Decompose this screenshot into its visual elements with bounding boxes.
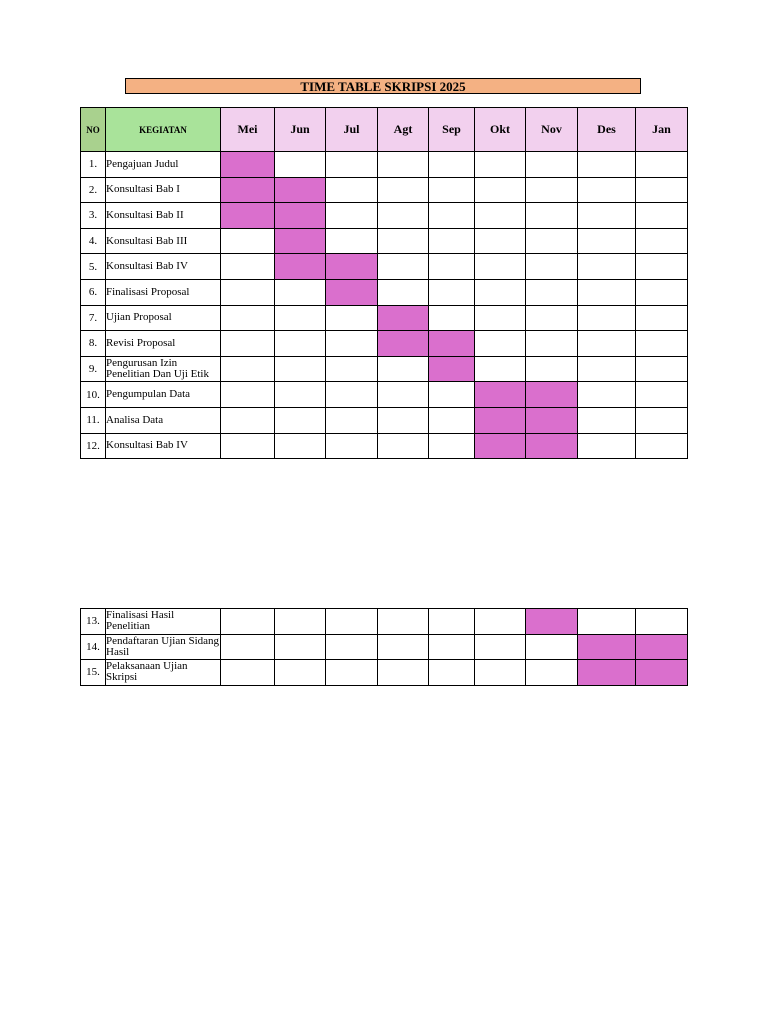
empty-cell-jan [636,203,688,229]
table-row [81,634,688,660]
empty-cell-mei [221,634,275,660]
scheduled-cell-agt [378,305,429,331]
scheduled-cell-mei [221,177,275,203]
empty-cell-des [578,433,636,459]
empty-cell-des [578,382,636,408]
empty-cell-jun [275,634,326,660]
activity-name: Konsultasi Bab III [106,228,221,254]
empty-cell-sep [429,609,475,635]
row-number: 6. [81,279,106,305]
table-row [81,660,688,686]
empty-cell-nov [526,331,578,357]
empty-cell-mei [221,305,275,331]
empty-cell-nov [526,634,578,660]
scheduled-cell-nov [526,609,578,635]
scheduled-cell-jun [275,228,326,254]
table-row [81,228,688,254]
empty-cell-agt [378,279,429,305]
empty-cell-jun [275,152,326,178]
row-number: 13. [81,609,106,635]
table-row [81,305,688,331]
table-row [81,331,688,357]
table-row [81,279,688,305]
row-number: 9. [81,356,106,382]
scheduled-cell-des [578,634,636,660]
scheduled-cell-okt [475,382,526,408]
table-row [81,203,688,229]
scheduled-cell-nov [526,382,578,408]
empty-cell-mei [221,609,275,635]
empty-cell-okt [475,279,526,305]
empty-cell-des [578,152,636,178]
activity-name: Analisa Data [106,407,221,433]
empty-cell-des [578,356,636,382]
scheduled-cell-jul [326,279,378,305]
empty-cell-jan [636,356,688,382]
empty-cell-jan [636,228,688,254]
empty-cell-agt [378,177,429,203]
empty-cell-jun [275,331,326,357]
empty-cell-jul [326,433,378,459]
empty-cell-des [578,331,636,357]
empty-cell-agt [378,609,429,635]
empty-cell-jul [326,634,378,660]
activity-name: Konsultasi Bab IV [106,433,221,459]
empty-cell-jul [326,203,378,229]
empty-cell-sep [429,660,475,686]
table-row [81,254,688,280]
scheduled-cell-sep [429,331,475,357]
table-header-row [81,108,688,152]
empty-cell-sep [429,152,475,178]
empty-cell-jan [636,279,688,305]
empty-cell-sep [429,279,475,305]
header-kegiatan: KEGIATAN [106,108,221,152]
empty-cell-okt [475,660,526,686]
empty-cell-jan [636,609,688,635]
empty-cell-jan [636,254,688,280]
row-number: 11. [81,407,106,433]
header-month-nov: Nov [526,108,578,152]
row-number: 15. [81,660,106,686]
empty-cell-jun [275,356,326,382]
empty-cell-des [578,203,636,229]
activity-name: Konsultasi Bab II [106,203,221,229]
empty-cell-agt [378,660,429,686]
activity-name: Pengurusan Izin Penelitian Dan Uji Etik [106,356,221,382]
header-month-okt: Okt [475,108,526,152]
empty-cell-agt [378,634,429,660]
empty-cell-sep [429,407,475,433]
empty-cell-des [578,177,636,203]
empty-cell-sep [429,228,475,254]
empty-cell-jul [326,305,378,331]
empty-cell-agt [378,203,429,229]
empty-cell-sep [429,254,475,280]
empty-cell-mei [221,279,275,305]
scheduled-cell-okt [475,407,526,433]
header-month-agt: Agt [378,108,429,152]
scheduled-cell-jan [636,634,688,660]
header-month-sep: Sep [429,108,475,152]
empty-cell-agt [378,382,429,408]
empty-cell-sep [429,177,475,203]
scheduled-cell-jun [275,203,326,229]
table-row [81,356,688,382]
scheduled-cell-mei [221,203,275,229]
activity-name: Pelaksanaan Ujian Skripsi [106,660,221,686]
empty-cell-agt [378,407,429,433]
scheduled-cell-okt [475,433,526,459]
empty-cell-jul [326,331,378,357]
empty-cell-nov [526,203,578,229]
empty-cell-okt [475,634,526,660]
empty-cell-jul [326,152,378,178]
row-number: 7. [81,305,106,331]
activity-name: Revisi Proposal [106,331,221,357]
empty-cell-okt [475,152,526,178]
empty-cell-okt [475,203,526,229]
empty-cell-okt [475,228,526,254]
row-number: 8. [81,331,106,357]
scheduled-cell-mei [221,152,275,178]
scheduled-cell-nov [526,407,578,433]
empty-cell-nov [526,228,578,254]
schedule-table-continued [80,608,688,686]
empty-cell-nov [526,356,578,382]
activity-name: Konsultasi Bab IV [106,254,221,280]
empty-cell-nov [526,254,578,280]
scheduled-cell-jun [275,177,326,203]
table-row [81,177,688,203]
scheduled-cell-jan [636,660,688,686]
scheduled-cell-nov [526,433,578,459]
empty-cell-agt [378,228,429,254]
empty-cell-jul [326,177,378,203]
empty-cell-nov [526,660,578,686]
scheduled-cell-sep [429,356,475,382]
header-month-des: Des [578,108,636,152]
table-row [81,152,688,178]
empty-cell-jan [636,433,688,459]
header-month-jul: Jul [326,108,378,152]
empty-cell-sep [429,382,475,408]
row-number: 5. [81,254,106,280]
scheduled-cell-jun [275,254,326,280]
empty-cell-agt [378,356,429,382]
table-row [81,433,688,459]
header-month-mei: Mei [221,108,275,152]
empty-cell-okt [475,305,526,331]
header-no: NO [81,108,106,152]
empty-cell-jun [275,609,326,635]
empty-cell-des [578,228,636,254]
empty-cell-des [578,407,636,433]
empty-cell-sep [429,203,475,229]
empty-cell-jan [636,382,688,408]
empty-cell-sep [429,305,475,331]
empty-cell-jan [636,331,688,357]
header-month-jun: Jun [275,108,326,152]
empty-cell-okt [475,254,526,280]
empty-cell-mei [221,660,275,686]
empty-cell-des [578,279,636,305]
empty-cell-sep [429,634,475,660]
empty-cell-jun [275,660,326,686]
empty-cell-nov [526,279,578,305]
empty-cell-agt [378,152,429,178]
empty-cell-agt [378,254,429,280]
empty-cell-jul [326,356,378,382]
table-row [81,609,688,635]
row-number: 2. [81,177,106,203]
empty-cell-okt [475,331,526,357]
empty-cell-jan [636,407,688,433]
empty-cell-jul [326,609,378,635]
empty-cell-jul [326,407,378,433]
empty-cell-mei [221,331,275,357]
row-number: 14. [81,634,106,660]
empty-cell-jun [275,433,326,459]
empty-cell-okt [475,356,526,382]
empty-cell-sep [429,433,475,459]
empty-cell-mei [221,433,275,459]
empty-cell-des [578,254,636,280]
empty-cell-jun [275,305,326,331]
row-number: 12. [81,433,106,459]
empty-cell-jun [275,382,326,408]
activity-name: Pengajuan Judul [106,152,221,178]
row-number: 1. [81,152,106,178]
row-number: 4. [81,228,106,254]
empty-cell-agt [378,433,429,459]
empty-cell-nov [526,305,578,331]
scheduled-cell-jul [326,254,378,280]
empty-cell-jan [636,305,688,331]
empty-cell-nov [526,152,578,178]
empty-cell-jul [326,382,378,408]
table-row [81,407,688,433]
empty-cell-mei [221,382,275,408]
empty-cell-jun [275,279,326,305]
empty-cell-mei [221,228,275,254]
empty-cell-jun [275,407,326,433]
activity-name: Konsultasi Bab I [106,177,221,203]
activity-name: Pengumpulan Data [106,382,221,408]
empty-cell-okt [475,609,526,635]
empty-cell-mei [221,407,275,433]
empty-cell-jan [636,177,688,203]
empty-cell-jan [636,152,688,178]
empty-cell-jul [326,228,378,254]
activity-name: Ujian Proposal [106,305,221,331]
empty-cell-okt [475,177,526,203]
schedule-table [80,107,688,459]
empty-cell-jul [326,660,378,686]
empty-cell-nov [526,177,578,203]
page-title: TIME TABLE SKRIPSI 2025 [125,78,641,94]
header-month-jan: Jan [636,108,688,152]
empty-cell-des [578,305,636,331]
table-row [81,382,688,408]
activity-name: Finalisasi Proposal [106,279,221,305]
scheduled-cell-agt [378,331,429,357]
empty-cell-mei [221,254,275,280]
activity-name: Finalisasi Hasil Penelitian [106,609,221,635]
row-number: 10. [81,382,106,408]
activity-name: Pendaftaran Ujian Sidang Hasil [106,634,220,658]
row-number: 3. [81,203,106,229]
scheduled-cell-des [578,660,636,686]
empty-cell-des [578,609,636,635]
empty-cell-mei [221,356,275,382]
